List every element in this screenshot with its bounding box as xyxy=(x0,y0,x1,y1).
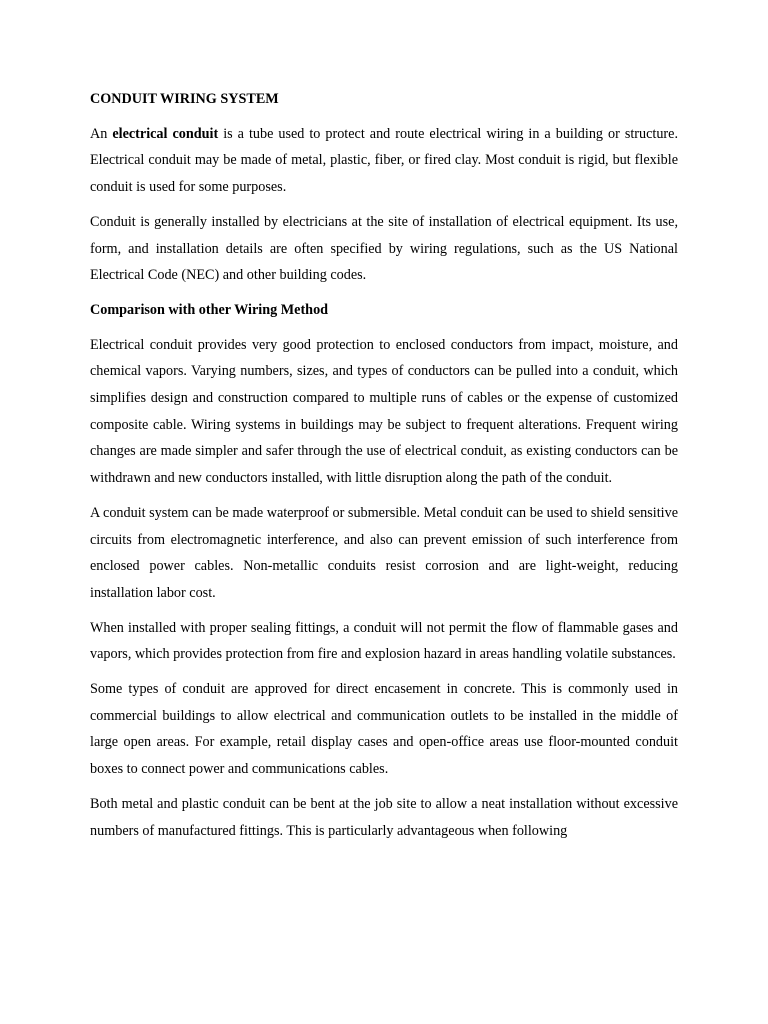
intro-paragraph xyxy=(90,121,678,201)
paragraph-sealing: When installed with proper sealing fittings, a conduit will not permit the flow of flammable gases and vapors, which provides protection from fire and explosion hazard in areas handling volatile substances. xyxy=(90,619,678,663)
paragraph-concrete: Some types of conduit are approved for direct encasement in concrete. This is commonly used in commercial buildings to allow electrical and communication outlets to be installed in the middle of large open areas. For example, retail display cases and open-office areas use floor-mounted conduit boxes to connect power and communications cables. xyxy=(90,681,678,778)
document-page xyxy=(90,86,678,852)
document-title: CONDUIT WIRING SYSTEM xyxy=(90,91,279,107)
paragraph-protection: Electrical conduit provides very good protection to enclosed conductors from impact, moisture, and chemical vapors. Varying numbers, sizes, and types of conductors can be pulled into a conduit, which simplifies design and construction compared to multiple runs of cables or the expense of customized composite cable. Wiring systems in buildings may be subject to frequent alterations. Frequent wiring changes are made simpler and safer through the use of electrical conduit, as existing conductors can be withdrawn and new conductors installed, with little disruption along the path of the conduit. xyxy=(90,336,678,487)
section-heading: Comparison with other Wiring Method xyxy=(90,301,329,318)
intro-rest: is a tube used to protect and route electrical wiring in a building or structure. Electrical conduit may be made of metal, plastic, fiber, or fired clay. Most conduit is rigid, but flexible conduit is used for some purposes. xyxy=(90,125,679,196)
paragraph-installation: Conduit is generally installed by electricians at the site of installation of electrical equipment. Its use, form, and installation details are often specified by wiring regulations, such as the US National Electrical Code (NEC) and other building codes. xyxy=(90,213,678,284)
paragraph-waterproof: A conduit system can be made waterproof or submersible. Metal conduit can be used to shield sensitive circuits from electromagnetic interference, and also can prevent emission of such interference from enclosed power cables. Non-metallic conduits resist corrosion and are light-weight, reducing installation labor cost. xyxy=(90,504,678,601)
intro-lead: An xyxy=(90,125,113,142)
intro-term: electrical conduit xyxy=(112,125,219,142)
paragraph-bending: Both metal and plastic conduit can be bent at the job site to allow a neat installation without excessive numbers of manufactured fittings. This is particularly advantageous when following xyxy=(90,795,678,839)
